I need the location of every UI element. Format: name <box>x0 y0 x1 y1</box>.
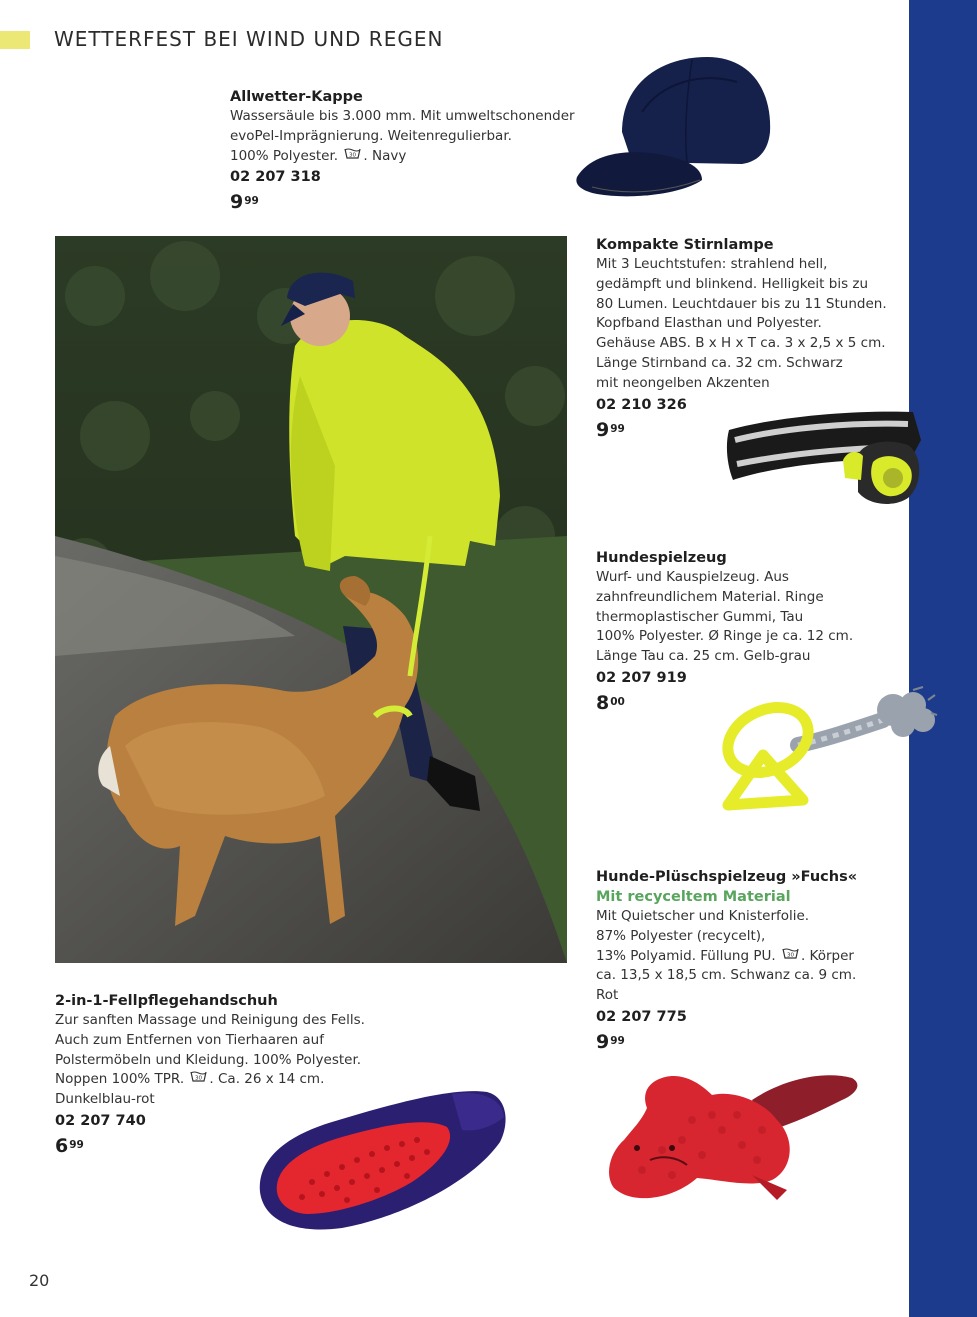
product-desc-line: Zur sanften Massage und Reinigung des Fells. <box>55 1012 365 1028</box>
page-number: 20 <box>29 1271 50 1290</box>
product-desc-line: mit neongelben Akzenten <box>596 374 770 391</box>
product-subtitle: Mit recyceltem Material <box>596 889 791 905</box>
product-code: 02 207 919 <box>596 669 687 686</box>
product-code: 02 210 326 <box>596 396 687 413</box>
svg-text:30: 30 <box>195 1075 203 1082</box>
product-desc-line: Rot <box>596 987 619 1004</box>
lifestyle-photo <box>55 236 567 963</box>
product-desc-line: evoPel-Imprägnierung. Weitenregulierbar. <box>230 127 512 144</box>
headlamp-image <box>723 400 928 515</box>
product-desc-line: Mit Quietscher und Knisterfolie. <box>596 908 810 924</box>
cap-image <box>572 52 777 202</box>
product-desc-line: zahnfreundlichem Material. Ringe <box>596 588 824 605</box>
price-cents: 99 <box>610 422 625 435</box>
wash-30-icon <box>344 147 361 167</box>
price-main: 9 <box>596 418 610 441</box>
product-cap <box>230 87 575 213</box>
product-desc-text: 13% Polyamid. Füllung PU. <box>596 947 776 964</box>
product-plush-fox <box>596 867 857 1053</box>
product-code: 02 207 318 <box>230 169 321 186</box>
wash-30-icon <box>190 1070 207 1090</box>
product-desc-line: thermoplastischer Gummi, Tau <box>596 608 804 625</box>
product-name: Hundespielzeug <box>596 550 727 566</box>
product-desc-line: ca. 13,5 x 18,5 cm. Schwanz ca. 9 cm. <box>596 967 857 984</box>
product-desc-line: Gehäuse ABS. B x H x T ca. 3 x 2,5 x 5 cm. <box>596 335 886 352</box>
price-cents: 00 <box>610 695 625 708</box>
product-desc-text: . Navy <box>363 147 407 164</box>
product-desc-line <box>230 147 575 167</box>
product-price <box>230 191 575 213</box>
product-desc-line: 80 Lumen. Leuchtdauer bis zu 11 Stunden. <box>596 295 887 312</box>
page-title: WETTERFEST BEI WIND UND REGEN <box>54 27 444 51</box>
product-code: 02 207 740 <box>55 1112 146 1129</box>
plush-fox-image <box>602 1060 864 1212</box>
product-desc-text: 100% Polyester. <box>230 147 339 164</box>
side-color-band <box>909 0 977 1317</box>
product-desc-line: 87% Polyester (recycelt), <box>596 927 766 944</box>
product-desc-line: Wurf- und Kauspielzeug. Aus <box>596 569 789 585</box>
title-accent-bar <box>0 31 30 49</box>
dog-toy-image <box>713 685 938 830</box>
product-desc-line: Dunkelblau-rot <box>55 1091 155 1108</box>
grooming-glove-image <box>252 1082 510 1234</box>
product-desc-line: Kopfband Elasthan und Polyester. <box>596 315 822 332</box>
product-desc-line: Länge Tau ca. 25 cm. Gelb-grau <box>596 648 811 665</box>
product-code: 02 207 775 <box>596 1008 687 1025</box>
product-desc-line: Auch zum Entfernen von Tierhaaren auf <box>55 1031 324 1048</box>
price-cents: 99 <box>244 195 259 208</box>
price-cents: 99 <box>610 1034 625 1047</box>
svg-text:30: 30 <box>786 952 794 959</box>
product-price <box>596 1031 857 1053</box>
svg-text:30: 30 <box>349 152 357 159</box>
product-desc-text: . Ca. 26 x 14 cm. <box>209 1071 325 1088</box>
product-desc-text: . Körper <box>800 947 854 964</box>
price-main: 8 <box>596 691 610 714</box>
product-name: Allwetter-Kappe <box>230 89 363 105</box>
price-main: 9 <box>596 1030 610 1053</box>
product-name: Hunde-Plüschspielzeug »Fuchs« <box>596 869 858 885</box>
product-desc-line: 100% Polyester. Ø Ringe je ca. 12 cm. <box>596 628 854 645</box>
wash-30-icon <box>782 947 799 967</box>
product-desc-text: Noppen 100% TPR. <box>55 1071 185 1088</box>
product-desc-line: Wassersäule bis 3.000 mm. Mit umweltschonender <box>230 108 575 124</box>
price-main: 9 <box>230 191 244 214</box>
product-desc-line <box>596 947 857 967</box>
price-cents: 99 <box>69 1138 84 1151</box>
price-main: 6 <box>55 1134 69 1157</box>
product-desc-line: gedämpft und blinkend. Helligkeit bis zu <box>596 275 869 292</box>
product-desc-line: Polstermöbeln und Kleidung. 100% Polyester. <box>55 1051 362 1068</box>
product-desc-line: Mit 3 Leuchtstufen: strahlend hell, <box>596 256 828 272</box>
product-name: 2-in-1-Fellpflegehandschuh <box>55 993 278 1009</box>
product-name: Kompakte Stirnlampe <box>596 237 774 253</box>
product-desc-line: Länge Stirnband ca. 32 cm. Schwarz <box>596 354 843 371</box>
